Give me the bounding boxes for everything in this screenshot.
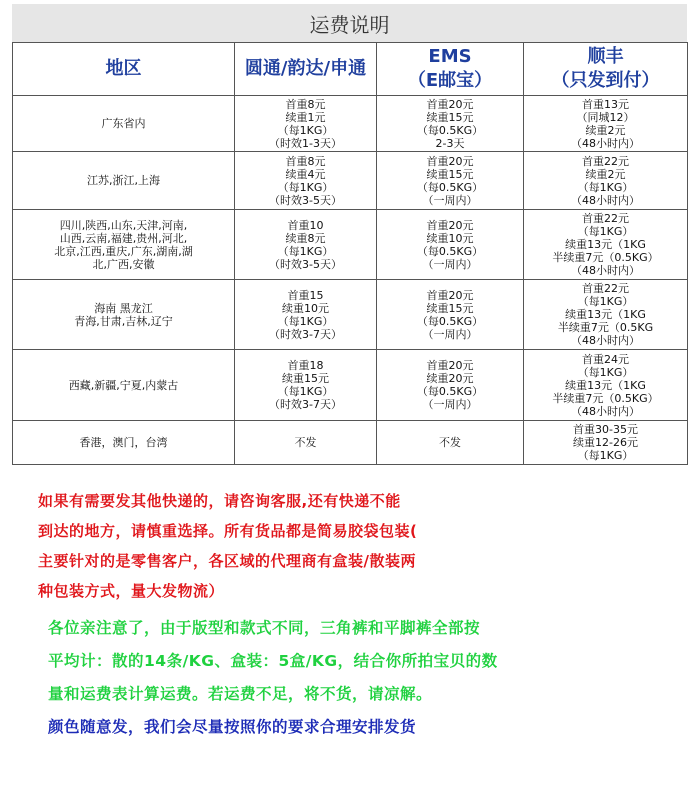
region-cell: 江苏,浙江,上海	[13, 152, 235, 210]
header-sf: 顺丰 （只发到付）	[524, 43, 688, 96]
ems-cell: 首重20元 续重10元 （每0.5KG） （一周内）	[377, 210, 524, 280]
color-note: 颜色随意发，我们会尽量按照你的要求合理安排发货	[48, 718, 417, 736]
sf-cell: 首重22元 续重2元 （每1KG） （48小时内）	[524, 152, 688, 210]
ems-cell: 首重20元 续重15元 （每0.5KG） （一周内）	[377, 280, 524, 350]
table-row	[13, 152, 688, 210]
yto-cell: 不发	[235, 421, 377, 465]
ems-cell: 首重20元 续重15元 （每0.5KG） （一周内）	[377, 152, 524, 210]
table-header-row	[13, 43, 688, 96]
page-title-bar	[12, 4, 687, 42]
header-region: 地区	[13, 43, 235, 96]
page-title: 运费说明	[309, 12, 390, 37]
packaging-note: 如果有需要发其他快递的，请咨询客服,还有快递不能 到达的地方，请慎重选择。所有货品都是简易胶袋包装( 主要针对的是零售客户，各区域的代理商有盒装/散装两 种包装方式，量大发物流）	[38, 492, 418, 600]
region-cell: 香港，澳门，台湾	[13, 421, 235, 465]
sf-cell: 首重13元 （同城12） 续重2元 （48小时内）	[524, 96, 688, 152]
yto-cell: 首重18 续重15元 （每1KG） （时效3-7天）	[235, 350, 377, 421]
sf-cell: 首重24元 （每1KG） 续重13元（1KG 半续重7元（0.5KG） （48小时内）	[524, 350, 688, 421]
header-ems: EMS （E邮宝）	[377, 43, 524, 96]
region-cell: 西藏,新疆,宁夏,内蒙古	[13, 350, 235, 421]
table-row	[13, 280, 688, 350]
region-cell: 海南 黑龙江 青海,甘肃,吉林,辽宁	[13, 280, 235, 350]
region-cell: 广东省内	[13, 96, 235, 152]
region-cell: 四川,陕西,山东,天津,河南, 山西,云南,福建,贵州,河北, 北京,江西,重庆,广东,湖南,湖 北,广西,安徽	[13, 210, 235, 280]
ems-cell: 首重20元 续重20元 （每0.5KG） （一周内）	[377, 350, 524, 421]
notes-section	[38, 486, 698, 744]
table-row	[13, 96, 688, 152]
table-row	[13, 421, 688, 465]
table-row	[13, 210, 688, 280]
header-yto-yunda-sto: 圆通/韵达/申通	[235, 43, 377, 96]
ems-cell: 首重20元 续重15元 （每0.5KG） 2-3天	[377, 96, 524, 152]
sf-cell: 首重22元 （每1KG） 续重13元（1KG 半续重7元（0.5KG） （48小时内）	[524, 210, 688, 280]
yto-cell: 首重15 续重10元 （每1KG） （时效3-7天）	[235, 280, 377, 350]
sf-cell: 首重22元 （每1KG） 续重13元（1KG 半续重7元（0.5KG （48小时内）	[524, 280, 688, 350]
sf-cell: 首重30-35元 续重12-26元 （每1KG）	[524, 421, 688, 465]
yto-cell: 首重8元 续重1元 （每1KG） （时效1-3天）	[235, 96, 377, 152]
yto-cell: 首重10 续重8元 （每1KG） （时效3-5天）	[235, 210, 377, 280]
shipping-fee-table	[12, 42, 688, 465]
weight-calc-note: 各位亲注意了，由于版型和款式不同，三角裤和平脚裤全部按 平均计：散的14条/KG、盒装：5盒/KG，结合你所拍宝贝的数 量和运费表计算运费。若运费不足，将不货，请凉解。	[48, 619, 498, 703]
table-row	[13, 350, 688, 421]
yto-cell: 首重8元 续重4元 （每1KG） （时效3-5天）	[235, 152, 377, 210]
ems-cell: 不发	[377, 421, 524, 465]
